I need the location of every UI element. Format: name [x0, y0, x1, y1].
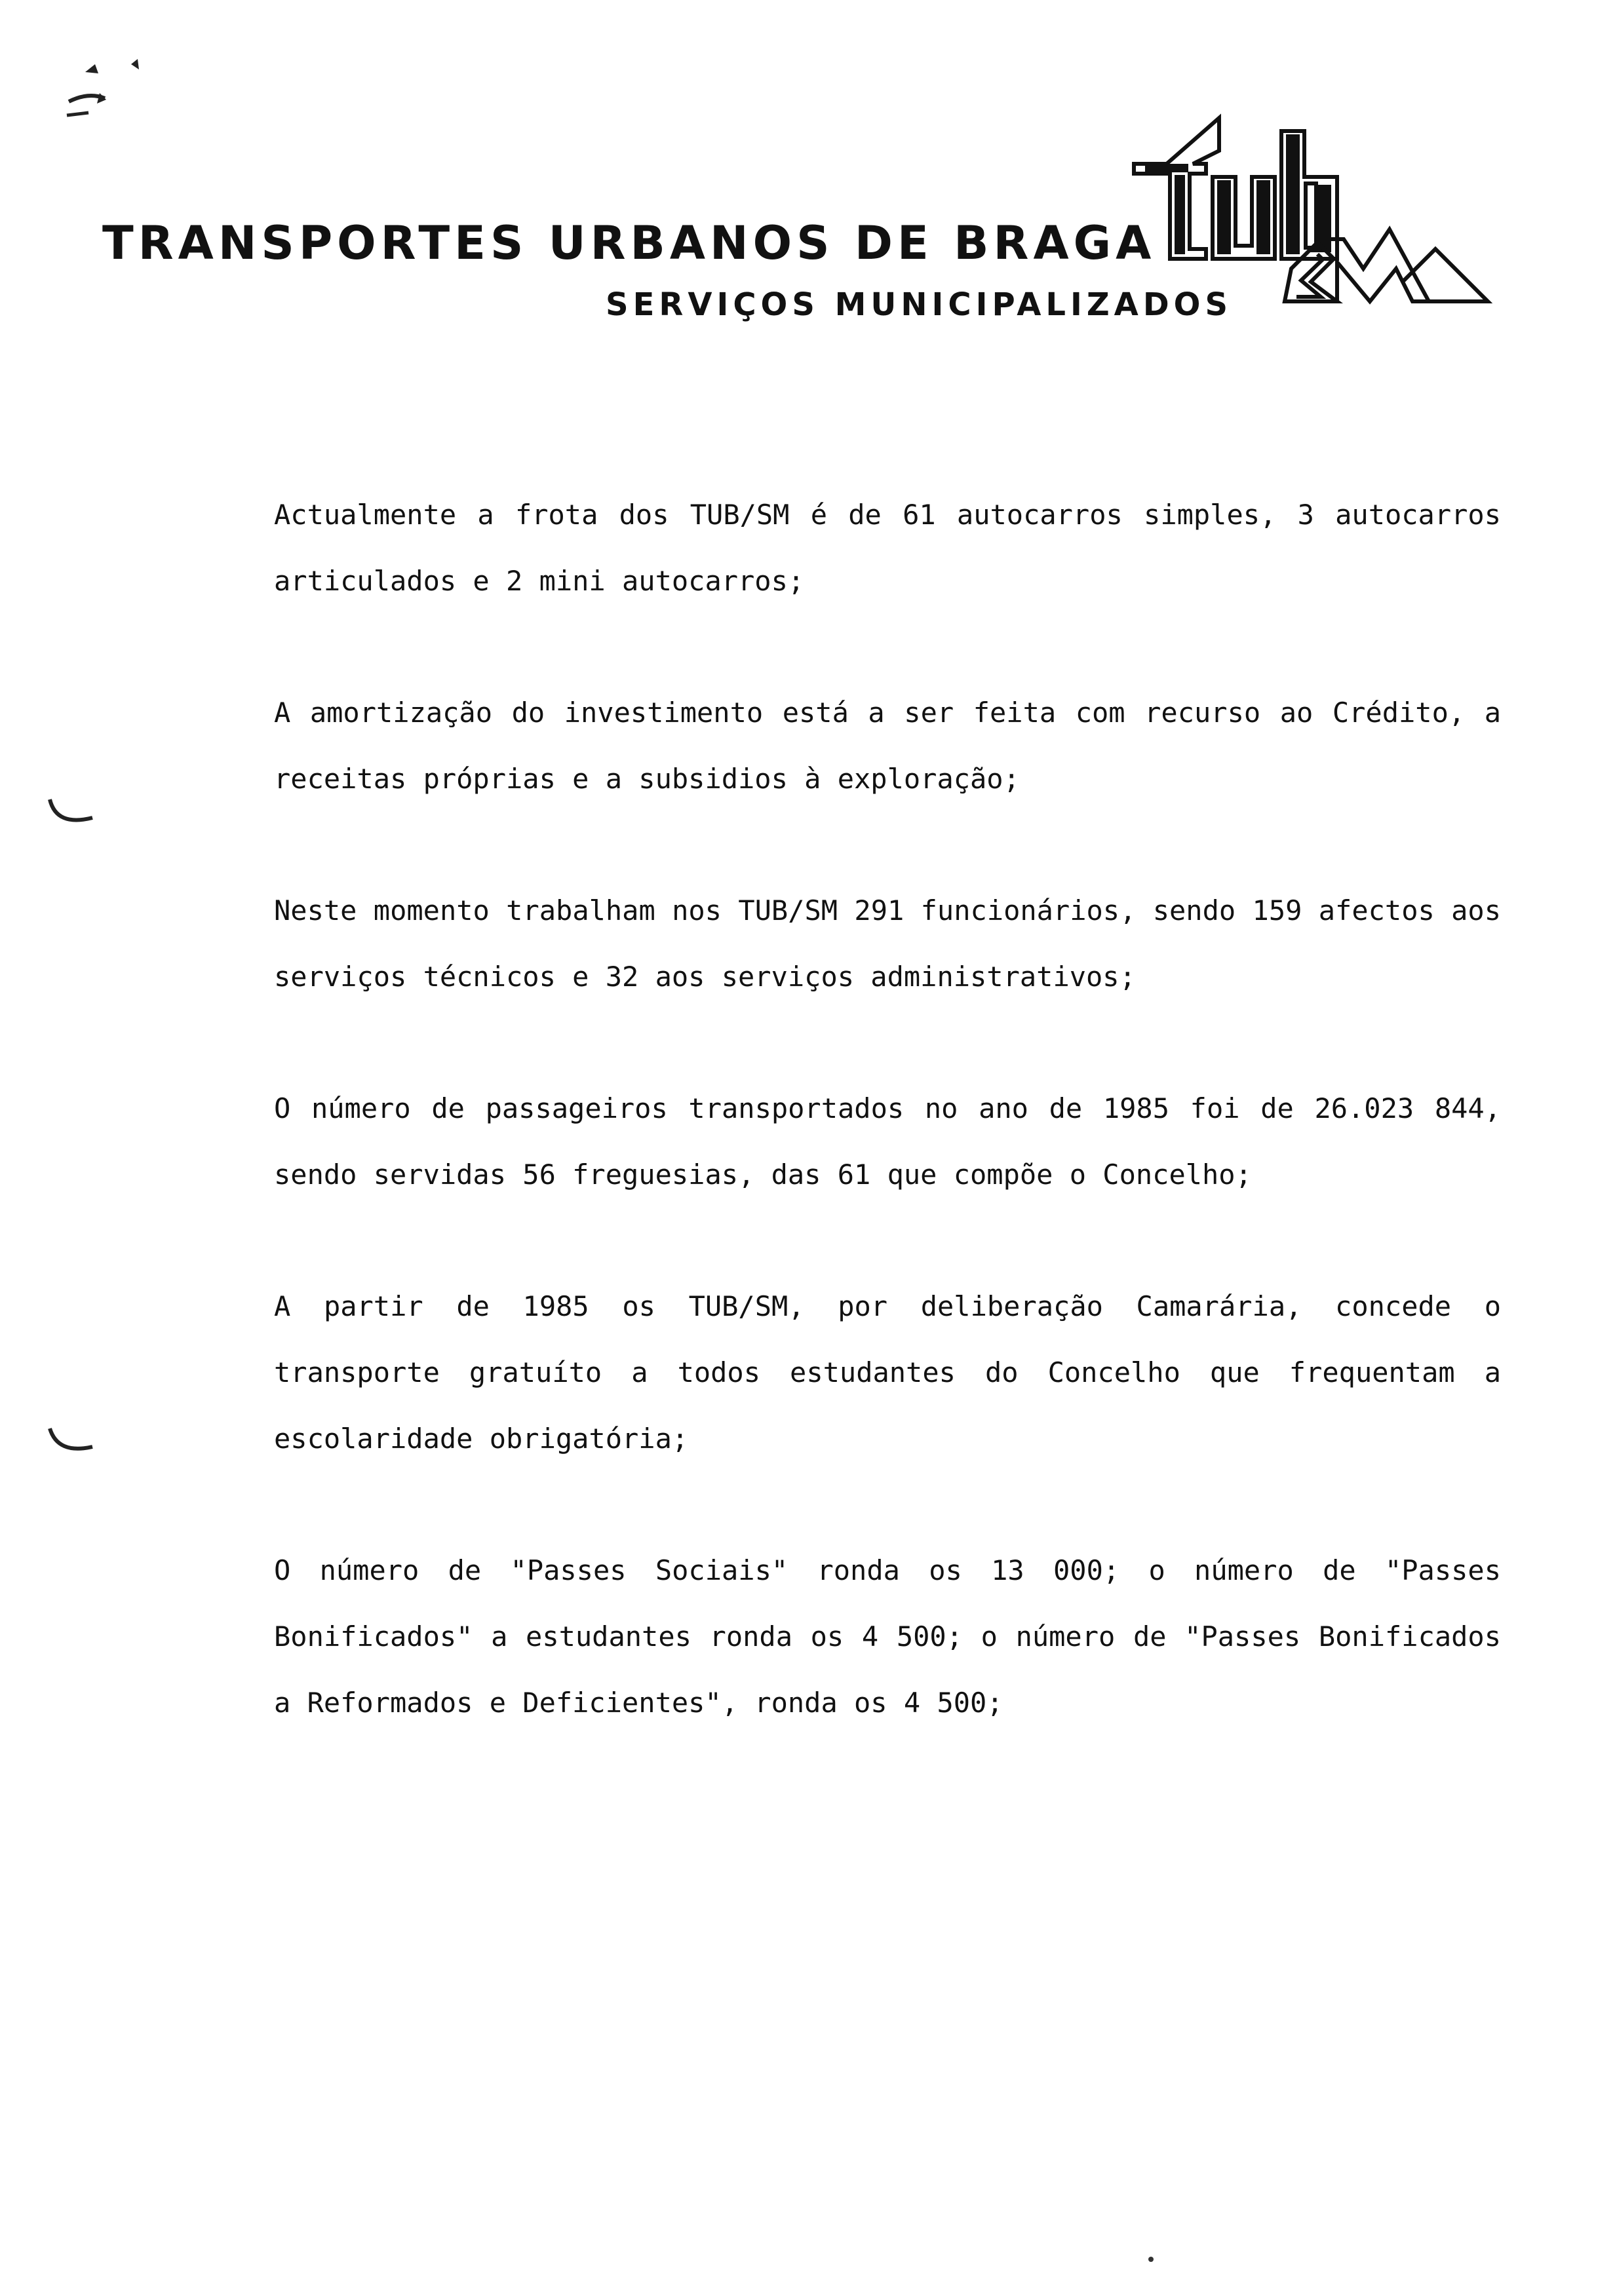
- paragraph-staff: Neste momento trabalham nos TUB/SM 291 funcionários, sendo 159 afectos aos serviços técnicos e 32 aos serviços administrativos;: [274, 894, 1501, 993]
- paragraph-passes: O número de "Passes Sociais" ronda os 13 000; o número de "Passes Bonificados" a estudantes ronda os 4 500; o número de "Passes Bonificados a Reformados e Deficientes", ronda os 4 500;: [274, 1554, 1501, 1719]
- organization-subtitle: SERVIÇOS MUNICIPALIZADOS: [606, 286, 1233, 323]
- scan-mark-top-left: [59, 52, 144, 124]
- logo-graphic: [1121, 105, 1494, 321]
- paragraph-fleet: Actualmente a frota dos TUB/SM é de 61 autocarros simples, 3 autocarros articulados e 2 mini autocarros;: [274, 499, 1501, 597]
- paragraph-passengers: O número de passageiros transportados no ano de 1985 foi de 26.023 844, sendo servidas 56 freguesias, das 61 que compõe o Concelho;: [274, 1092, 1501, 1191]
- document-body: [274, 482, 1501, 1801]
- scan-speck: [1146, 2254, 1159, 2267]
- tub-sm-logo: [1121, 105, 1494, 321]
- organization-name: TRANSPORTES URBANOS DE BRAGA: [102, 216, 1156, 270]
- punch-hole-mark-2: [43, 1422, 102, 1461]
- paragraph-investment: A amortização do investimento está a ser feita com recurso ao Crédito, a receitas próprias e a subsidios à exploração;: [274, 697, 1501, 795]
- punch-hole-mark-1: [43, 793, 102, 832]
- paragraph-free-transport: A partir de 1985 os TUB/SM, por deliberação Camarária, concede o transporte gratuíto a todos estudantes do Concelho que frequentam a escolaridade obrigatória;: [274, 1290, 1501, 1455]
